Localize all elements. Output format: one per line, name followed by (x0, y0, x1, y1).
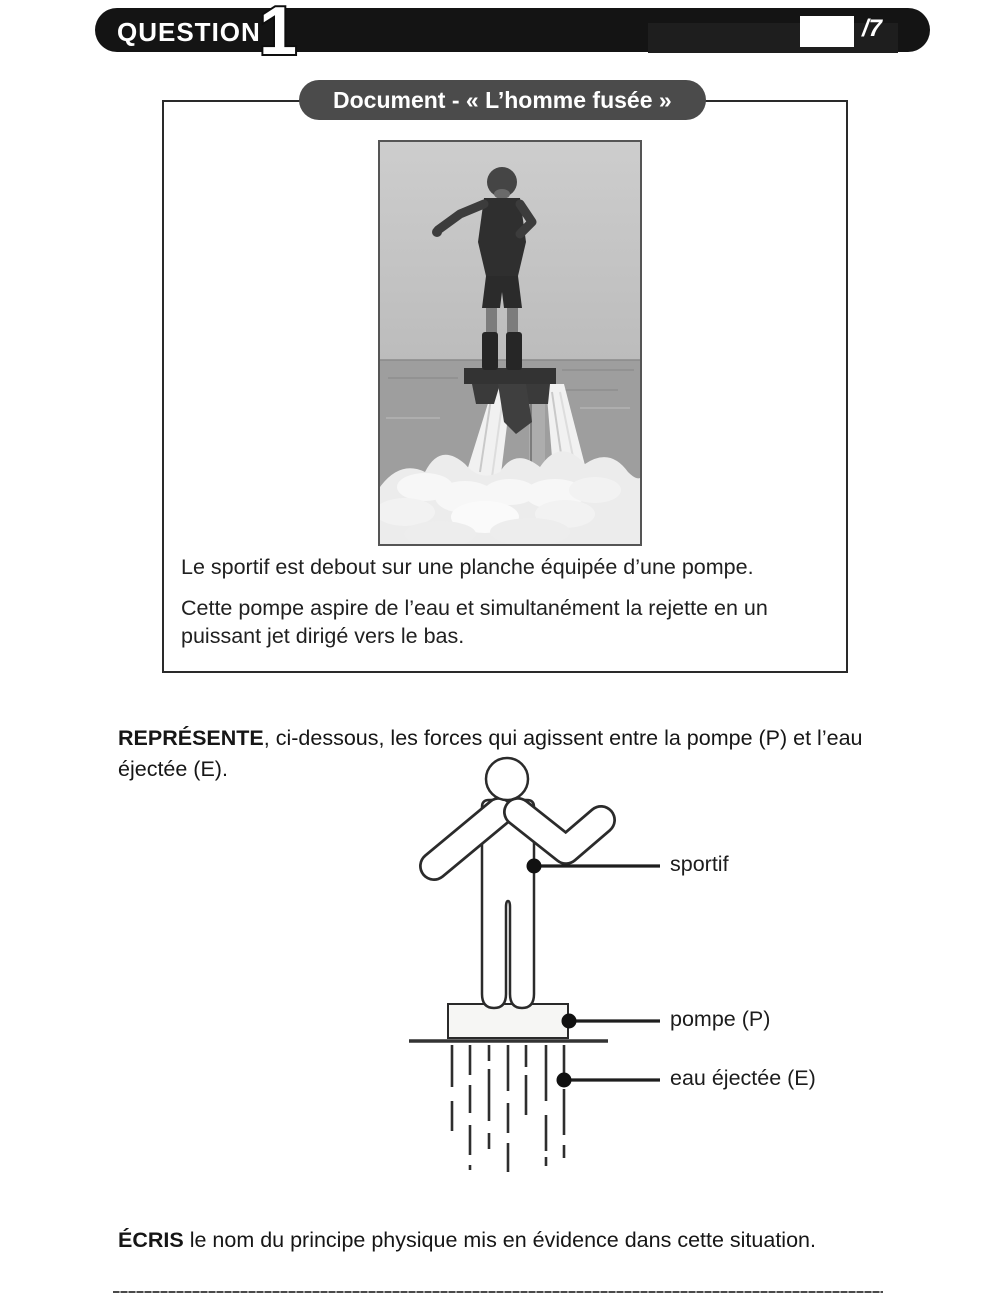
document-title-pill: Document - « L’homme fusée » (299, 80, 706, 120)
leader-lines (534, 866, 660, 1080)
score-input-box (800, 16, 854, 47)
dot-pompe (562, 1014, 577, 1029)
score-total: /7 (862, 15, 883, 42)
dot-eau (557, 1073, 572, 1088)
header-name-field (648, 23, 898, 53)
stick-figure-head (486, 758, 528, 800)
stick-figure (434, 758, 601, 1008)
dot-sportif (527, 859, 542, 874)
instruction-ecris-verb: ÉCRIS (118, 1227, 184, 1252)
svg-text:1: 1 (259, 0, 297, 68)
flyboard-photo (378, 140, 642, 546)
diagram-label-pompe: pompe (P) (670, 1007, 771, 1031)
document-paragraph-1: Le sportif est debout sur une planche équipée d’une pompe. (181, 555, 754, 579)
question-label: QUESTION (117, 17, 261, 47)
instruction-represente-text: , ci-dessous, les forces qui agissent entre la pompe (P) et l’eau éjectée (E). (118, 725, 863, 781)
water-jet-lines (452, 1045, 564, 1172)
instruction-ecris (118, 1225, 906, 1256)
instruction-ecris-text: le nom du principe physique mis en évidence dans cette situation. (183, 1227, 816, 1252)
instruction-represente-verb: REPRÉSENTE (118, 725, 264, 750)
document-paragraph-2: Cette pompe aspire de l’eau et simultanément la rejette en un puissant jet dirigé vers le bas. (181, 596, 768, 648)
diagram-label-sportif: sportif (670, 852, 729, 876)
pump-board (448, 1004, 568, 1038)
document-paragraphs (181, 553, 836, 663)
forces-diagram (395, 748, 665, 1183)
question-number (233, 0, 323, 68)
answer-blank-line (113, 1291, 883, 1293)
diagram-label-eau: eau éjectée (E) (670, 1066, 816, 1090)
